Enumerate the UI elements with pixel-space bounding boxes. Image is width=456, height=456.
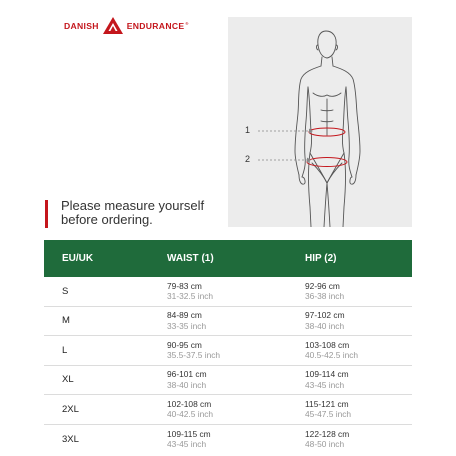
size-cell: S	[62, 285, 69, 297]
brand-logo-block	[64, 17, 189, 34]
table-row	[44, 395, 412, 425]
hip-cell	[305, 281, 412, 302]
hip-inch: 45-47.5 inch	[305, 409, 352, 420]
brand-name-right-text: ENDURANCE	[126, 20, 185, 31]
size-cell: L	[62, 344, 68, 356]
table-row	[44, 425, 412, 455]
header-waist: WAIST (1)	[167, 253, 214, 264]
marker-label-2: 2	[245, 154, 251, 164]
hip-inch: 43-45 inch	[305, 379, 345, 390]
size-cell: M	[62, 315, 70, 327]
waist-cell	[167, 310, 305, 331]
note-accent-bar	[45, 200, 48, 228]
brand-name-right	[127, 21, 189, 31]
waist-cell	[167, 340, 305, 361]
hip-cm: 122-128 cm	[305, 428, 350, 439]
body-outline-icon	[228, 17, 412, 227]
header-hip: HIP (2)	[305, 253, 337, 264]
waist-cm: 79-83 cm	[167, 280, 202, 291]
hip-inch: 48-50 inch	[305, 439, 345, 450]
table-row	[44, 366, 412, 396]
note-line-1: Please measure yourself	[61, 198, 205, 213]
waist-cm: 90-95 cm	[167, 339, 202, 350]
size-cell: 3XL	[62, 433, 79, 445]
size-chart-table	[44, 240, 412, 454]
hip-cm: 92-96 cm	[305, 280, 340, 291]
mountain-logo-icon	[103, 17, 123, 34]
waist-cm: 96-101 cm	[167, 369, 207, 380]
hip-inch: 36-38 inch	[305, 291, 345, 302]
hip-cm: 115-121 cm	[305, 398, 349, 409]
waist-cm: 102-108 cm	[167, 398, 212, 409]
waist-cell	[167, 369, 305, 390]
brand-name-left: DANISH	[64, 20, 99, 31]
table-row	[44, 277, 412, 307]
waist-cm: 84-89 cm	[167, 310, 202, 321]
waist-cell	[167, 399, 305, 420]
hip-inch: 40.5-42.5 inch	[305, 350, 359, 361]
body-measurement-figure	[228, 17, 412, 227]
hip-cell	[305, 310, 412, 331]
hip-cell	[305, 340, 412, 361]
waist-cm: 109-115 cm	[167, 428, 211, 439]
hip-cell	[305, 399, 412, 420]
waist-inch: 31-32.5 inch	[167, 291, 214, 302]
hip-cm: 109-114 cm	[305, 369, 349, 380]
trademark-symbol: ®	[185, 20, 189, 26]
waist-inch: 35.5-37.5 inch	[167, 350, 221, 361]
waist-cell	[167, 281, 305, 302]
table-row	[44, 336, 412, 366]
hip-cell	[305, 429, 412, 450]
waist-inch: 38-40 inch	[167, 379, 207, 390]
hip-cell	[305, 369, 412, 390]
measure-note	[45, 199, 221, 228]
note-line-2: before ordering.	[61, 212, 153, 227]
size-cell: 2XL	[62, 403, 79, 415]
waist-inch: 43-45 inch	[167, 439, 207, 450]
hip-cm: 103-108 cm	[305, 339, 350, 350]
waist-inch: 40-42.5 inch	[167, 409, 214, 420]
table-row	[44, 307, 412, 337]
marker-label-1: 1	[245, 125, 251, 135]
header-size: EU/UK	[62, 253, 94, 264]
waist-cell	[167, 429, 305, 450]
hip-inch: 38-40 inch	[305, 320, 345, 331]
note-text	[61, 199, 221, 228]
waist-inch: 33-35 inch	[167, 320, 207, 331]
hip-cm: 97-102 cm	[305, 310, 345, 321]
table-header	[44, 240, 412, 277]
size-cell: XL	[62, 374, 74, 386]
